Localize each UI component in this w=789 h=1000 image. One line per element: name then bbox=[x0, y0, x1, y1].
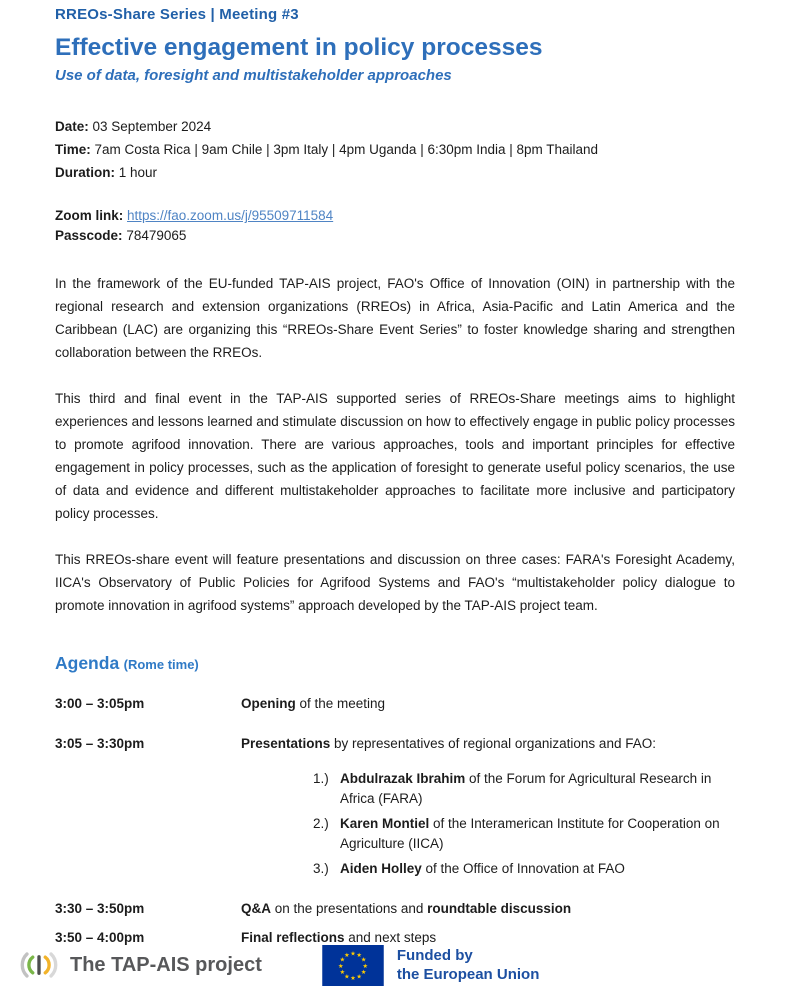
date-value: 03 September 2024 bbox=[92, 119, 212, 134]
series-kicker: RREOs-Share Series | Meeting #3 bbox=[55, 6, 299, 23]
svg-text:★: ★ bbox=[337, 962, 344, 970]
agenda-time: 3:05 – 3:30pm bbox=[55, 736, 145, 751]
agenda-time: 3:30 – 3:50pm bbox=[55, 901, 145, 916]
agenda-time: 3:00 – 3:05pm bbox=[55, 696, 145, 711]
speaker-item bbox=[313, 769, 735, 809]
time-value: 7am Costa Rica | 9am Chile | 3pm Italy | 4pm Uganda | 6:30pm India | 8pm Thailand bbox=[94, 142, 599, 157]
agenda-heading bbox=[55, 653, 735, 674]
duration-line bbox=[55, 161, 735, 184]
agenda-description bbox=[241, 734, 735, 754]
agenda-desc-rest: and next steps bbox=[344, 930, 437, 945]
speaker-number: 1.) bbox=[313, 771, 329, 786]
speaker-affiliation: of the Forum for Agricultural Research in Africa (FARA) bbox=[340, 771, 712, 806]
tap-ais-logo bbox=[16, 942, 262, 988]
passcode-label: Passcode: bbox=[55, 228, 123, 243]
agenda-row-opening bbox=[55, 694, 735, 714]
event-description-paragraph: This third and final event in the TAP-AIS supported series of RREOs-Share meetings aims to highlight experiences and lessons learned and stimulate discussion on how to effectively engage in public policy processes to promote agrifood innovation. There are various approaches, tools and important principles for effective engagement in policy processes, such as the application of foresight to generate useful policy scenarios, the use of data and evidence and different multistakeholder approaches to facilitate more inclusive and participatory policy processes. bbox=[55, 391, 735, 521]
duration-value: 1 hour bbox=[118, 165, 158, 180]
agenda-description bbox=[241, 899, 735, 919]
speaker-name: Abdulrazak Ibrahim bbox=[340, 771, 466, 786]
speaker-name: Karen Montiel bbox=[340, 816, 430, 831]
speaker-text bbox=[340, 769, 735, 809]
zoom-label: Zoom link: bbox=[55, 208, 124, 223]
passcode-line bbox=[55, 226, 735, 246]
funded-line-1: Funded by bbox=[396, 947, 473, 964]
agenda-description bbox=[241, 694, 735, 714]
time-line bbox=[55, 138, 735, 161]
cases-paragraph: This RREOs-share event will feature presentations and discussion on three cases: FARA's Foresight Academy, IICA's Observatory of Public Policies for Agrifood Systems and FAO's “multistakeholder policy dialogue to promote innovation in agrifood systems” approach developed by the TAP-AIS project team. bbox=[55, 552, 735, 613]
duration-label: Duration: bbox=[55, 165, 115, 180]
funded-by-text bbox=[397, 946, 540, 984]
agenda-desc-lead: Presentations bbox=[241, 736, 331, 751]
svg-text:★: ★ bbox=[360, 956, 367, 964]
date-label: Date: bbox=[55, 119, 89, 134]
agenda-desc-rest: by representatives of regional organizations and FAO: bbox=[330, 736, 656, 751]
svg-text:★: ★ bbox=[362, 962, 368, 970]
speaker-affiliation: of the Office of Innovation at FAO bbox=[421, 861, 625, 876]
svg-text:★: ★ bbox=[350, 974, 356, 982]
svg-text:★: ★ bbox=[356, 972, 362, 980]
speaker-affiliation: of the Interamerican Institute for Cooperation on Agriculture (IICA) bbox=[340, 816, 720, 851]
page-footer bbox=[16, 942, 539, 988]
date-line bbox=[55, 115, 735, 138]
tap-ais-logo-text: The TAP-AIS project bbox=[70, 953, 262, 976]
agenda-desc-lead: Final reflections bbox=[241, 930, 345, 945]
agenda-row-qa bbox=[55, 899, 735, 919]
agenda-desc-rest: of the meeting bbox=[295, 696, 386, 711]
speaker-name: Aiden Holley bbox=[340, 861, 422, 876]
svg-text:★: ★ bbox=[360, 968, 367, 976]
tap-ais-logo-icon bbox=[16, 942, 62, 988]
speaker-text bbox=[340, 814, 735, 854]
svg-text:★: ★ bbox=[339, 956, 345, 964]
svg-text:★: ★ bbox=[356, 951, 362, 959]
intro-paragraph: In the framework of the EU-funded TAP-AIS project, FAO's Office of Innovation (OIN) in partnership with the regional research and extension organizations (RREOs) in Africa, Asia-Pacific and Latin America and the Caribbean (LAC) are organizing this “RREOs-Share Event Series” to foster knowledge sharing and strengthen collaboration between the RREOs. bbox=[55, 276, 735, 360]
zoom-link[interactable]: https://fao.zoom.us/j/95509711584 bbox=[127, 208, 334, 223]
speaker-item bbox=[313, 859, 735, 879]
eu-flag-icon bbox=[322, 945, 384, 986]
agenda-desc-lead2: roundtable discussion bbox=[427, 901, 572, 916]
passcode-value: 78479065 bbox=[126, 228, 187, 243]
funded-line-2: the European Union bbox=[396, 966, 540, 983]
agenda-time: 3:50 – 4:00pm bbox=[55, 930, 145, 945]
agenda-table bbox=[55, 694, 735, 948]
eu-funding-block bbox=[322, 945, 540, 986]
agenda-row-presentations bbox=[55, 734, 735, 754]
speaker-list bbox=[55, 769, 735, 879]
time-label: Time: bbox=[55, 142, 91, 157]
agenda-desc-lead: Q&A bbox=[241, 901, 271, 916]
agenda-timezone-note: (Rome time) bbox=[123, 657, 199, 672]
agenda-title: Agenda bbox=[55, 653, 120, 673]
speaker-text bbox=[340, 859, 735, 879]
zoom-details bbox=[55, 206, 735, 246]
zoom-line bbox=[55, 206, 735, 226]
page-subtitle: Use of data, foresight and multistakeholder approaches bbox=[55, 67, 452, 84]
event-details bbox=[55, 115, 735, 184]
page-title: Effective engagement in policy processes bbox=[55, 34, 543, 61]
agenda-desc-mid: on the presentations and bbox=[271, 901, 428, 916]
speaker-item bbox=[313, 814, 735, 854]
svg-text:★: ★ bbox=[343, 972, 350, 980]
svg-text:★: ★ bbox=[350, 949, 356, 957]
svg-text:★: ★ bbox=[339, 968, 345, 976]
svg-text:★: ★ bbox=[343, 951, 350, 959]
agenda-desc-lead: Opening bbox=[241, 696, 296, 711]
speaker-number: 2.) bbox=[313, 816, 329, 831]
speaker-number: 3.) bbox=[313, 861, 329, 876]
